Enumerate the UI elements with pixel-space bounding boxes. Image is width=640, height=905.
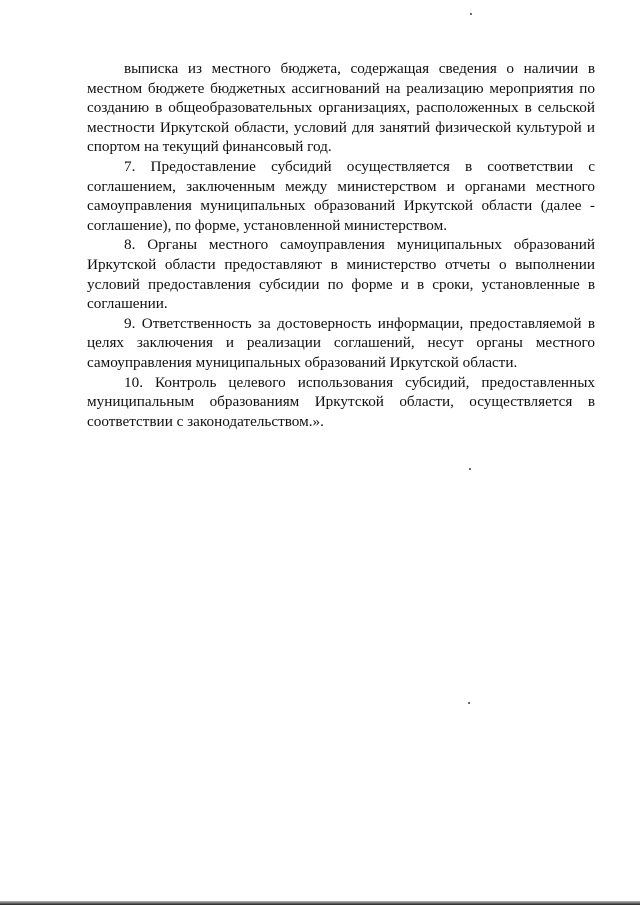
paragraph-10: 10. Контроль целевого использования субсидий, предоставленных муниципальным образованиям Иркутской области, осуществляется в соответствии с законодательством.».: [87, 373, 595, 430]
scan-speck: [468, 702, 470, 704]
document-body: [87, 59, 595, 431]
paragraph-8: 8. Органы местного самоуправления муниципальных образований Иркутской области предоставляют в министерство отчеты о выполнении условий предоставления субсидии по форме и в сроки, установленные в соглашении.: [87, 236, 595, 313]
paragraph-9: 9. Ответственность за достоверность информации, предоставляемой в целях заключения и реализации соглашений, несут органы местного самоуправления муниципальных образований Иркутской области.: [87, 314, 595, 371]
scan-speck: [470, 13, 472, 15]
scan-speck: [469, 468, 471, 470]
scan-bottom-edge: [0, 901, 640, 905]
paragraph-7: 7. Предоставление субсидий осуществляется в соответствии с соглашением, заключенным между министерством и органами местного самоуправления муниципальных образований Иркутской области (далее - соглашение), по форме, установленной министерством.: [87, 157, 595, 234]
paragraph-budget-extract: выписка из местного бюджета, содержащая сведения о наличии в местном бюджете бюджетных ассигнований на реализацию мероприятия по созданию в общеобразовательных организациях, расположенных в сельской местности Иркутской области, условий для занятий физической культурой и спортом на текущий финансовый год.: [87, 60, 595, 156]
